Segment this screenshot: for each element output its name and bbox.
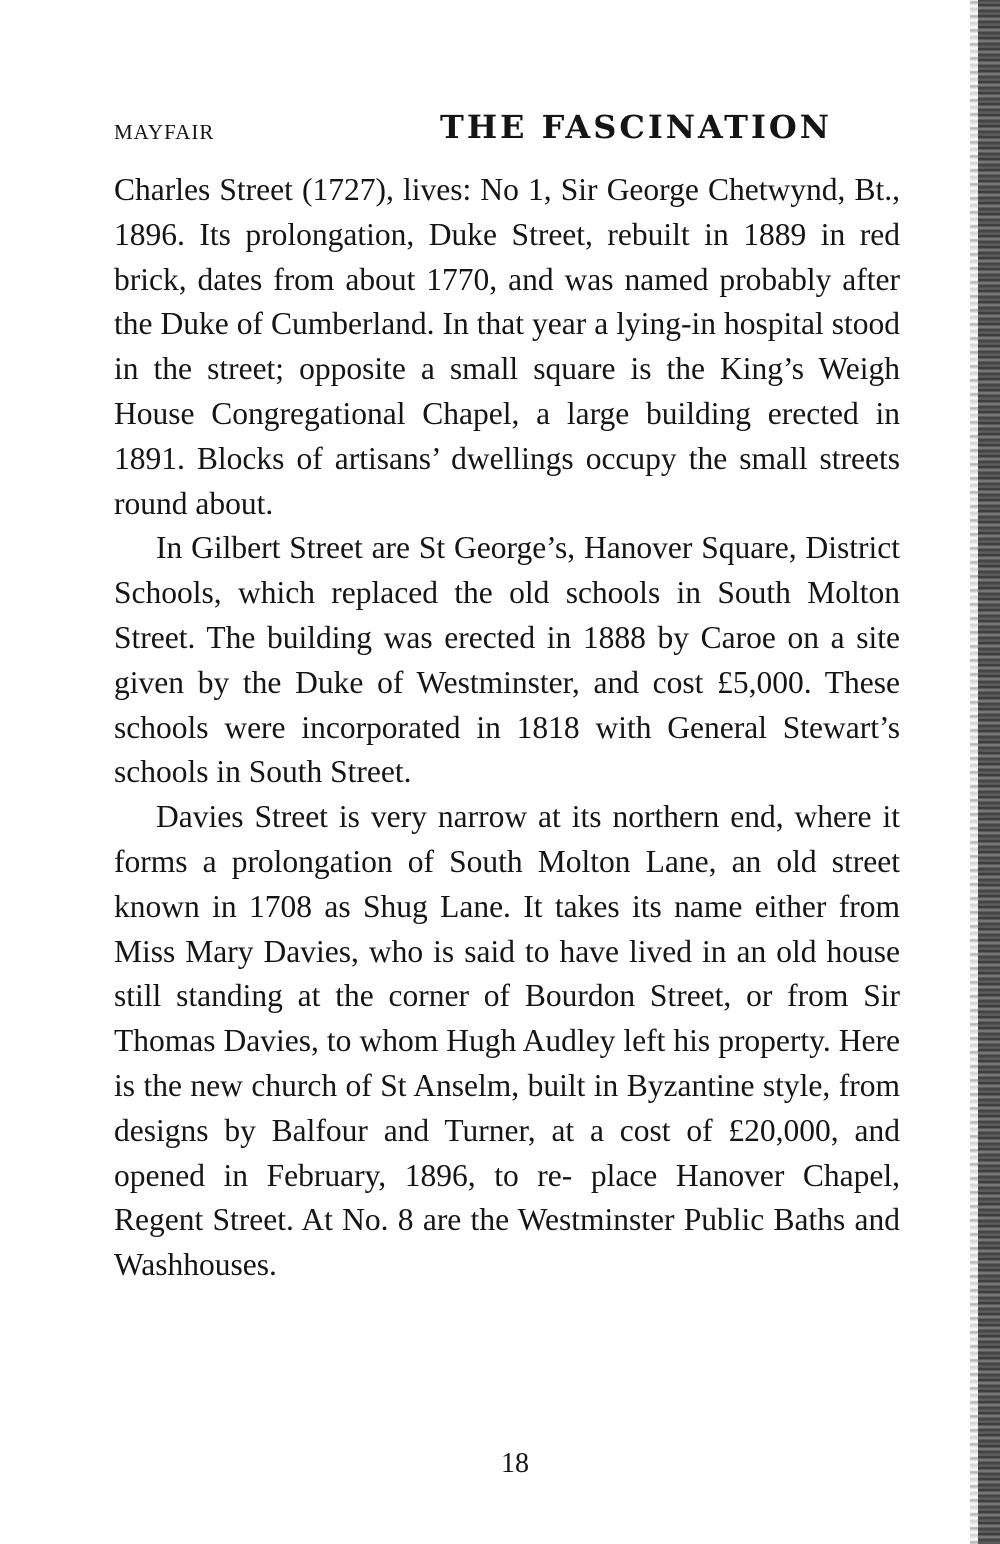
binding-edge <box>978 0 1000 1544</box>
body-text <box>114 168 900 1288</box>
running-head <box>114 108 854 148</box>
page-number: 18 <box>501 1448 529 1479</box>
paragraph-gilbert-street: In Gilbert Street are St George’s, Hanover Square, District Schools, which replaced the old schools in South Molton Street. The building was erected in 1888 by Caroe on a site given by the Duke of Westminster, and cost £5,000. These schools were incorporated in 1818 with General Stewart’s schools in South Street. <box>114 530 900 790</box>
paragraph-charles-street: Charles Street (1727), lives: No 1, Sir George Chetwynd, Bt., 1896. Its prolongation, Duke Street, rebuilt in 1889 in red brick, dates from about 1770, and was named probably after the Duke of Cumberland. In that year a lying-in hospital stood in the street; opposite a small square is the King’s Weigh House Congregational Chapel, a large building erected in 1891. Blocks of artisans’ dwellings occupy the small streets round about. <box>114 172 900 521</box>
running-head-section: MAYFAIR <box>114 120 215 144</box>
running-head-title: THE FASCINATION <box>440 108 833 146</box>
paragraph-davies-street: Davies Street is very narrow at its northern end, where it forms a prolongation of South Molton Lane, an old street known in 1708 as Shug Lane. It takes its name either from Miss Mary Davies, who is said to have lived in an old house still standing at the corner of Bourdon Street, or from Sir Thomas Davies, to whom Hugh Audley left his property. Here is the new church of St Anselm, built in Byzantine style, from designs by Balfour and Turner, at a cost of £20,000, and opened in February, 1896, to re- place Hanover Chapel, Regent Street. At No. 8 are the Westminster Public Baths and Washhouses. <box>114 799 900 1283</box>
